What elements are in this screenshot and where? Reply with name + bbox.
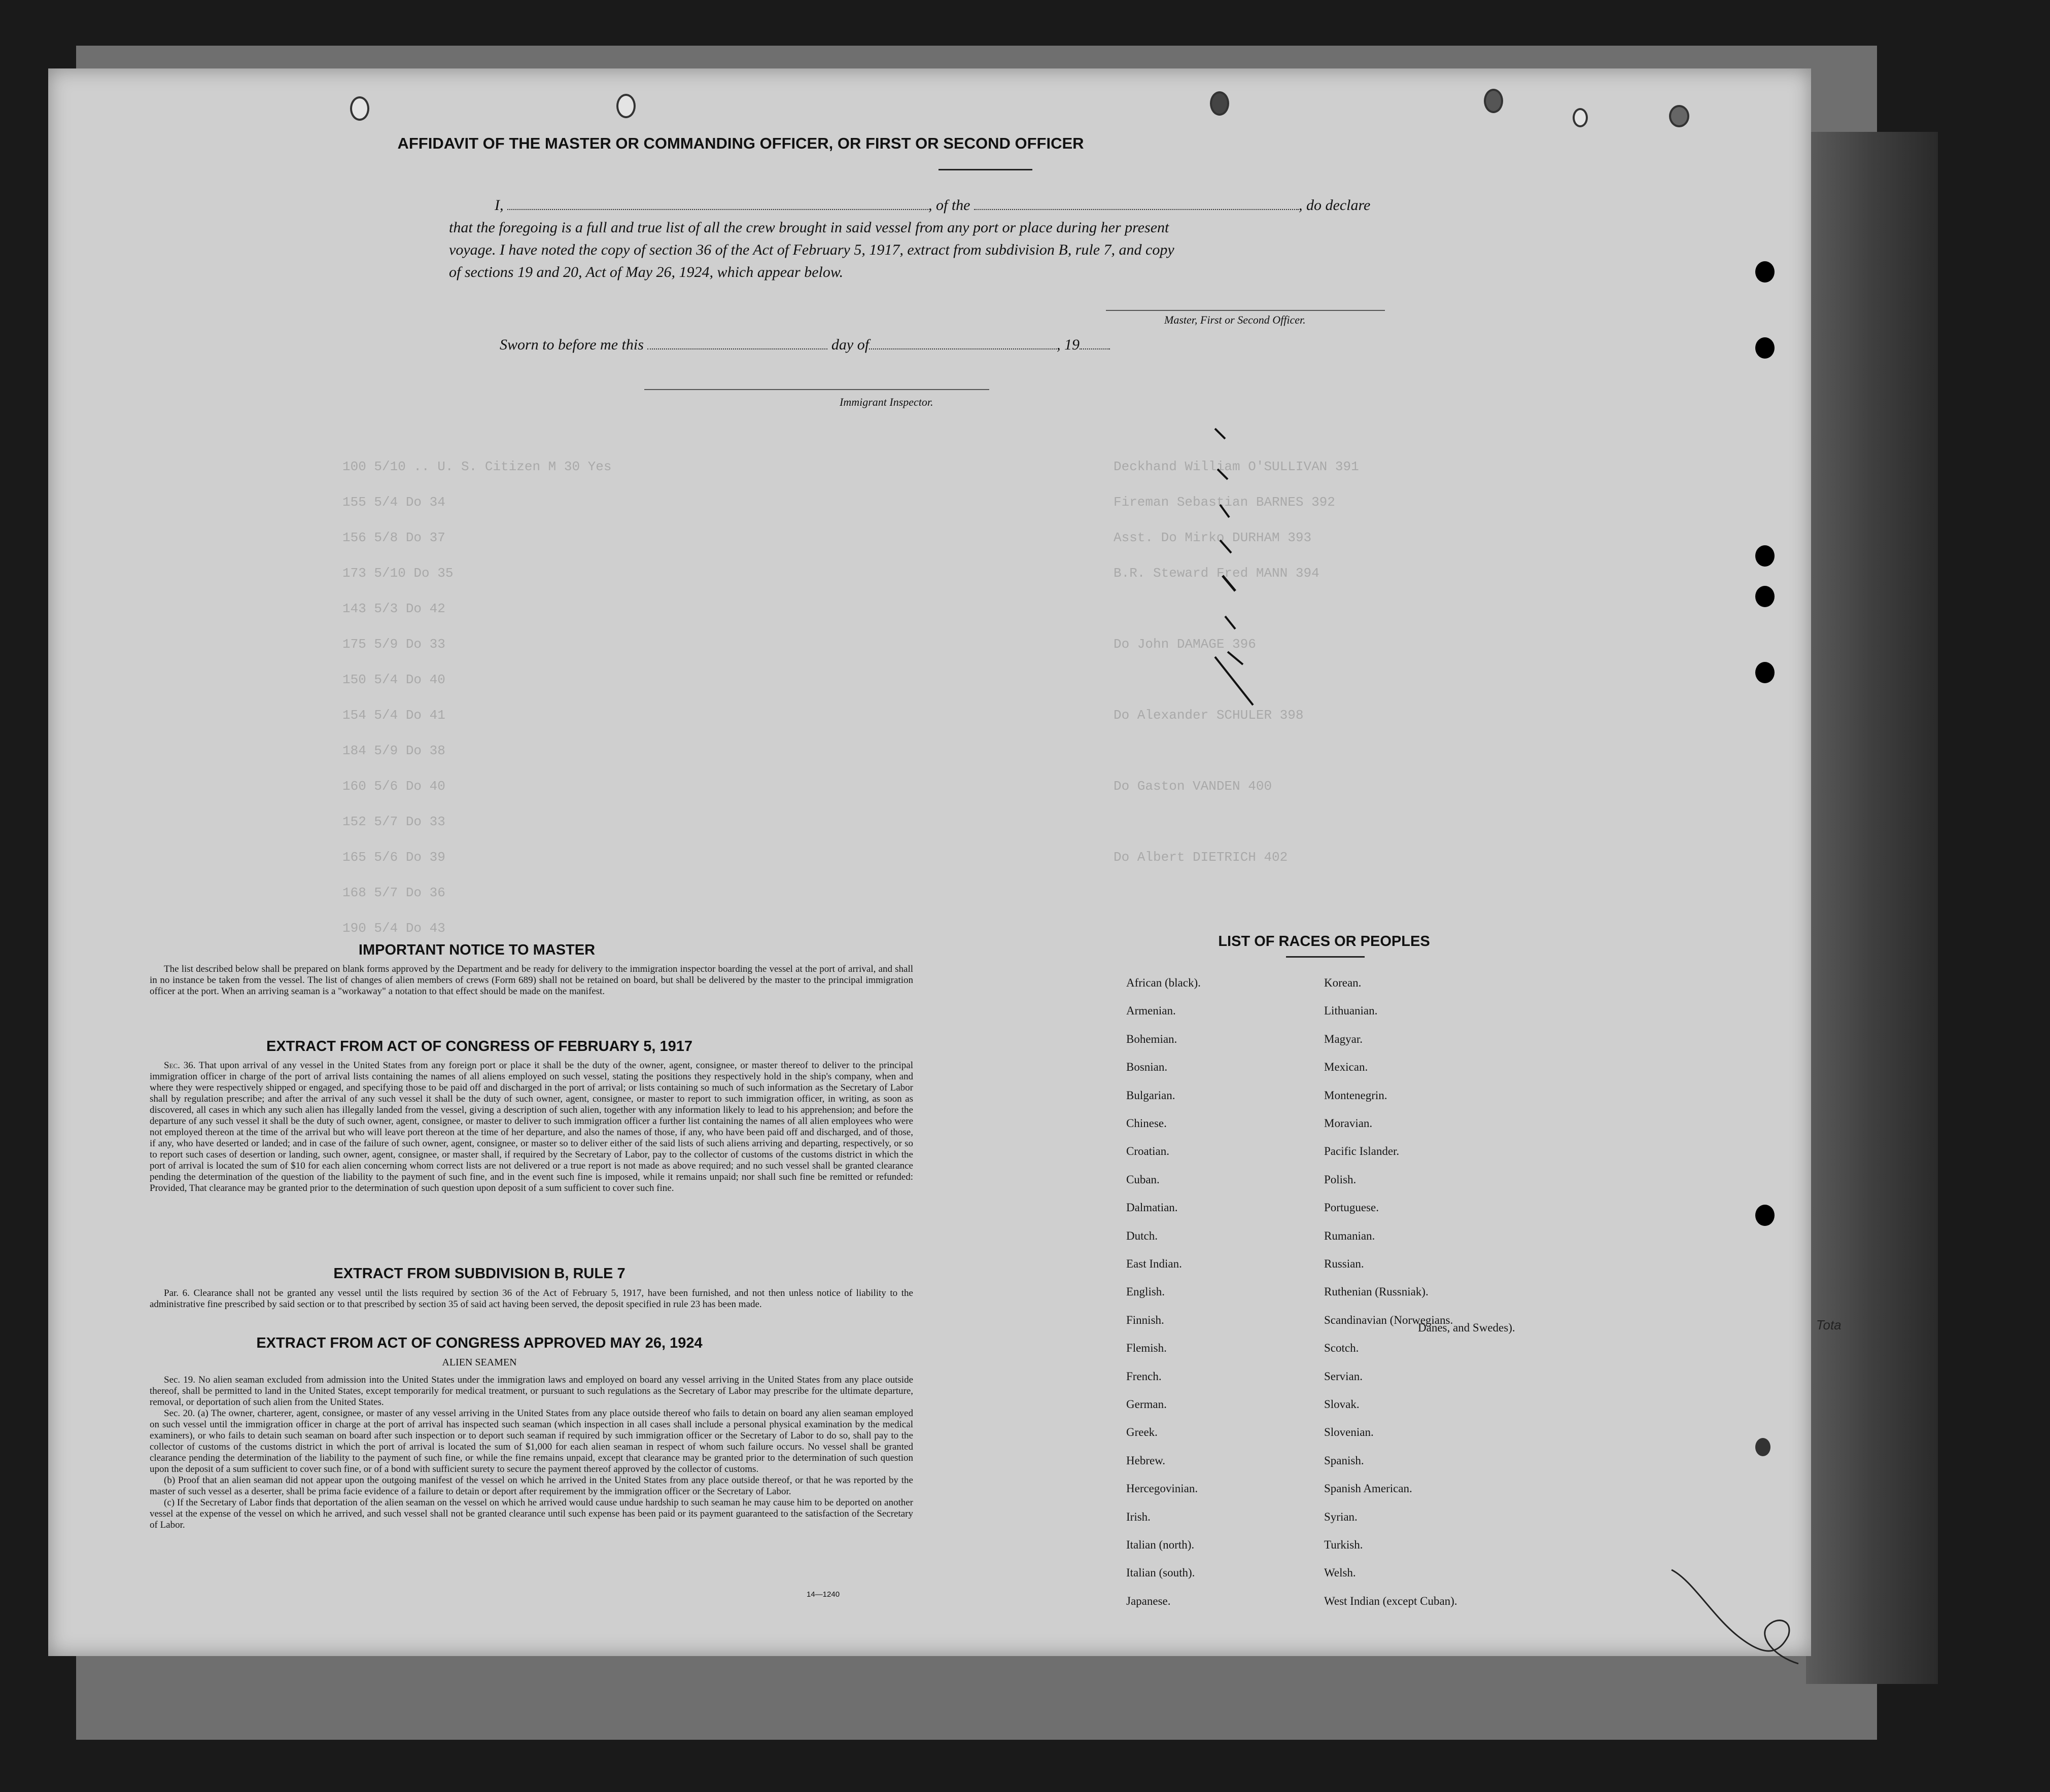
race-item: Scandinavian (Norwegians.	[1324, 1314, 1453, 1326]
race-item: Montenegrin.	[1324, 1089, 1387, 1102]
bleed-through-row: 154 5/4 Do 41	[342, 708, 445, 723]
affidavit-line-1	[495, 197, 1370, 214]
bleed-through-row: 143 5/3 Do 42	[342, 601, 445, 616]
bleed-through-row: 160 5/6 Do 40	[342, 779, 445, 794]
race-item: Lithuanian.	[1324, 1004, 1378, 1017]
race-item: Pacific Islander.	[1324, 1145, 1400, 1157]
punch-hole	[1755, 337, 1775, 359]
sworn-month-blank	[869, 338, 1057, 349]
affidavit-line-4: of sections 19 and 20, Act of May 26, 1924, which appear below.	[449, 264, 844, 280]
race-item: Hebrew.	[1126, 1454, 1166, 1467]
race-item: Dutch.	[1126, 1229, 1158, 1242]
page-shadow	[1806, 132, 1938, 1684]
extract-1924-text	[150, 1375, 913, 1531]
race-item: Italian (south).	[1126, 1566, 1195, 1579]
race-item: Cuban.	[1126, 1173, 1160, 1186]
race-item: Italian (north).	[1126, 1538, 1195, 1551]
form-number: 14—1240	[807, 1590, 840, 1599]
notice-paragraph: The list described below shall be prepared on blank forms approved by the Department and be ready for delivery to the immigration inspector boarding the vessel at the port of arrival, and shall in no instance be taken from the vessel. The list of changes of alien members of crews (Form 689) shall not be retained on board, but shall be delivered by the master to the principal immigration officer at the port. When an arriving seaman is a "workaway" a notation to that effect should be made on the manifest.	[150, 964, 913, 997]
race-item: Rumanian.	[1324, 1229, 1375, 1242]
race-item: Bosnian.	[1126, 1061, 1168, 1073]
affidavit-line-3: voyage. I have noted the copy of section 36 of the Act of February 5, 1917, extract from subdivision B, rule 7, and copy	[449, 241, 1174, 258]
punch-hole	[1755, 261, 1775, 283]
race-item: Polish.	[1324, 1173, 1357, 1186]
affidavit-line-1-c: , do declare	[1299, 197, 1371, 214]
sworn-line	[500, 336, 1110, 354]
race-item: Russian.	[1324, 1257, 1364, 1270]
race-item: Greek.	[1126, 1426, 1158, 1438]
sworn-a: Sworn to before me this	[500, 336, 644, 353]
name-blank	[507, 199, 928, 210]
race-item: Hercegovinian.	[1126, 1482, 1198, 1495]
rule-7-title: EXTRACT FROM SUBDIVISION B, RULE 7	[333, 1266, 626, 1282]
race-item: Mexican.	[1324, 1061, 1368, 1073]
bleed-through-row: Do Gaston VANDEN 400	[1114, 779, 1272, 794]
race-item: Welsh.	[1324, 1566, 1356, 1579]
notice-text	[150, 964, 913, 997]
race-item: Croatian.	[1126, 1145, 1169, 1157]
race-item: French.	[1126, 1370, 1162, 1383]
bleed-through-row: 155 5/4 Do 34	[342, 495, 445, 510]
bleed-through-row: 173 5/10 Do 35	[342, 566, 454, 581]
sec-20a-paragraph: Sec. 20. (a) The owner, charterer, agent, consignee, or master of any vessel arriving in the United States from any place outside thereof who fails to detain on board any alien seaman employed on such vessel until the immigration officer in charge at the port of arrival has inspected such seaman (which inspection in all cases shall include a personal physical examination by the medical examiners), or who fails to detain such seaman on board after such inspection or to deport such seaman if required by such immigration officer or the Secretary of Labor to do so, shall pay to the collector of customs of the customs district in which the port of arrival is located the sum of $1,000 for each alien seaman in respect of whom such failure occurs. No vessel shall be granted clearance pending the determination of the liability to the payment of such fine, or while the fine remains unpaid, except that clearance may be granted prior to the determination of such question upon the deposit of a sum sufficient to cover such fine, or of a bond with sufficient surety to secure the payment thereof approved by the collector of customs.	[150, 1408, 913, 1474]
race-item: Moravian.	[1324, 1117, 1373, 1130]
race-item: Spanish.	[1324, 1454, 1364, 1467]
race-item: English.	[1126, 1285, 1165, 1298]
bleed-through-row: 100 5/10 .. U. S. Citizen M 30 Yes	[342, 459, 612, 474]
title-rule	[939, 169, 1032, 170]
race-item: Chinese.	[1126, 1117, 1167, 1130]
bleed-through-row: Fireman Sebastian BARNES 392	[1114, 495, 1335, 510]
sec-36-text: That upon arrival of any vessel in the United States from any foreign port or place it shall be the duty of the owner, agent, consignee, or master thereof to deliver to the principal immigration officer in charge of the port of arrival lists containing the names of all aliens employed on such vessel, stating the positions they respectively hold in the ship's company, when and where they were respectively shipped or engaged, and specifying those to be paid off and discharged in the port of arrival; or lists containing so much of such information as the Secretary of Labor shall by regulation prescribe; and after the arrival of any such vessel it shall be the duty of such owner, agent, consignee, or master to report to such immigration officer, in writing, as soon as discovered, all cases in which any such alien has illegally landed from the vessel, giving a description of such alien, together with any information likely to lead to his apprehension; and before the departure of any such vessel it shall be the duty of such owner, agent, consignee, or master to deliver to such immigration officer a further list containing the names of all alien employees who were not employed thereon at the time of the arrival but who will leave port thereon at the time of her departure, and also the names of those, if any, who have been paid off and discharged, and of those, if any, who have deserted or landed; and in case of the failure of such owner, agent, consignee, or master so to deliver either of the said lists of such aliens arriving and departing, respectively, or so to report such cases of desertion or landing, such owner, agent, consignee, or master shall, if required by the Secretary of Labor, pay to the collector of customs of the customs district in which the port of arrival is located the sum of $10 for each alien concerning whom correct lists are not delivered or a true report is not made as above required; and no such vessel shall be granted clearance pending the determination of the question of the liability to the payment of such fine, and in the event such fine is imposed, while it remains unpaid; nor shall such fine be remitted or refunded: Provided, That clearance may be granted prior to the determination of such question upon deposit of a sum sufficient to cover such fine.	[150, 1060, 913, 1193]
bleed-through-row: Asst. Do Mirko DURHAM 393	[1114, 530, 1312, 545]
extract-1924-title: EXTRACT FROM ACT OF CONGRESS APPROVED MAY 26, 1924	[256, 1335, 703, 1351]
handwritten-tick-marks	[1205, 424, 1276, 718]
race-item: Irish.	[1126, 1510, 1151, 1523]
race-item: Flemish.	[1126, 1342, 1167, 1354]
rule-7-text	[150, 1288, 913, 1310]
vessel-blank	[974, 199, 1299, 210]
bleed-through-row: Deckhand William O'SULLIVAN 391	[1114, 459, 1359, 474]
sec-36-label: Sec. 36.	[164, 1060, 196, 1071]
race-item: Japanese.	[1126, 1595, 1171, 1607]
bleed-through-row: Do Alexander SCHULER 398	[1114, 708, 1304, 723]
bleed-through-row: 175 5/9 Do 33	[342, 637, 445, 652]
extract-1917-title: EXTRACT FROM ACT OF CONGRESS OF FEBRUARY 5, 1917	[266, 1038, 693, 1055]
manifest-page	[48, 68, 1841, 1656]
races-title-rule	[1286, 956, 1365, 958]
margin-note: Tota	[1816, 1317, 1841, 1332]
race-item: Scotch.	[1324, 1342, 1359, 1354]
race-item: Slovak.	[1324, 1398, 1360, 1411]
bleed-through-row: 168 5/7 Do 36	[342, 885, 445, 900]
bleed-through-row: 156 5/8 Do 37	[342, 530, 445, 545]
bleed-through-row: 150 5/4 Do 40	[342, 672, 445, 687]
inspector-label: Immigrant Inspector.	[840, 396, 933, 408]
bleed-through-row: 190 5/4 Do 43	[342, 921, 445, 936]
race-scandinavian-continued: Danes, and Swedes).	[1418, 1321, 1515, 1334]
sworn-day-blank	[647, 338, 827, 349]
race-item: Servian.	[1324, 1370, 1363, 1383]
binder-hole	[1484, 89, 1503, 113]
sworn-c: , 19	[1057, 336, 1080, 353]
alien-seamen-subtitle: ALIEN SEAMEN	[442, 1357, 517, 1368]
bleed-through-row: Do John DAMAGE 396	[1114, 637, 1256, 652]
handwritten-scribble	[1661, 1560, 1803, 1666]
bleed-through-row: Do Albert DIETRICH 402	[1114, 850, 1288, 865]
race-item: African (black).	[1126, 976, 1201, 989]
notice-title: IMPORTANT NOTICE TO MASTER	[358, 942, 596, 958]
extract-1917-text	[150, 1060, 913, 1194]
binder-hole	[1669, 105, 1689, 127]
binder-hole	[616, 94, 636, 118]
punch-hole	[1755, 1438, 1770, 1456]
race-item: Turkish.	[1324, 1538, 1363, 1551]
race-item: Dalmatian.	[1126, 1201, 1178, 1214]
race-item: Magyar.	[1324, 1033, 1363, 1045]
race-item: Portuguese.	[1324, 1201, 1379, 1214]
race-item: Finnish.	[1126, 1314, 1164, 1326]
sec-20c-paragraph: (c) If the Secretary of Labor finds that deportation of the alien seaman on the vessel on which he arrived would cause undue hardship to such seaman he may cause him to be deported on another vessel at the expense of the vessel on which he arrived, and such vessel shall not be granted clearance until such expense has been paid or its payment guaranteed to the satisfaction of the Secretary of Labor.	[150, 1497, 913, 1530]
inspector-signature-line	[644, 389, 989, 390]
races-title: LIST OF RACES OR PEOPLES	[1218, 933, 1430, 950]
rule-7-paragraph: Par. 6. Clearance shall not be granted any vessel until the lists required by section 36 of the Act of February 5, 1917, have been furnished, and not then unless notice of liability to the administrative fine prescribed by said section or to that prescribed by section 35 of said act having been served, the deposit specified in rule 23 has been made.	[150, 1288, 913, 1310]
punch-hole	[1755, 662, 1775, 683]
race-item: Slovenian.	[1324, 1426, 1374, 1438]
sec-19-paragraph: Sec. 19. No alien seaman excluded from admission into the United States under the immigration laws and employed on board any vessel arriving in the United States from any place outside thereof, shall be permitted to land in the United States, except temporarily for medical treatment, or pursuant to such regulations as the Secretary of Labor may prescribe for the ultimate departure, removal, or deportation of such alien from the United States.	[150, 1375, 913, 1408]
race-item: Syrian.	[1324, 1510, 1358, 1523]
affidavit-line-2: that the foregoing is a full and true list of all the crew brought in said vessel from any port or place during her present	[449, 219, 1169, 236]
binder-hole	[350, 96, 369, 121]
master-signature-line	[1106, 310, 1385, 311]
bleed-through-row: 165 5/6 Do 39	[342, 850, 445, 865]
race-item: Korean.	[1324, 976, 1362, 989]
sworn-b: day of	[831, 336, 870, 353]
affidavit-line-1-b: , of the	[928, 197, 970, 214]
bleed-through-row: 184 5/9 Do 38	[342, 743, 445, 758]
bleed-through-row: 152 5/7 Do 33	[342, 814, 445, 829]
race-item: Spanish American.	[1324, 1482, 1412, 1495]
master-label: Master, First or Second Officer.	[1164, 313, 1306, 326]
affidavit-line-1-a: I,	[495, 197, 504, 214]
sec-20b-paragraph: (b) Proof that an alien seaman did not appear upon the outgoing manifest of the vessel on which he arrived in the United States from any place outside thereof, or that he was reported by the master of such vessel as a deserter, shall be prima facie evidence of a failure to detain or deport after requirement by the immigration officer or the Secretary of Labor.	[150, 1475, 913, 1497]
race-item: Ruthenian (Russniak).	[1324, 1285, 1429, 1298]
race-item: West Indian (except Cuban).	[1324, 1595, 1457, 1607]
race-item: Bulgarian.	[1126, 1089, 1175, 1102]
race-item: Bohemian.	[1126, 1033, 1177, 1045]
punch-hole	[1755, 1205, 1775, 1226]
punch-hole	[1755, 545, 1775, 567]
affidavit-title: AFFIDAVIT OF THE MASTER OR COMMANDING OFFICER, OR FIRST OR SECOND OFFICER	[397, 134, 1084, 152]
sworn-year-blank	[1080, 338, 1110, 349]
binder-hole	[1573, 108, 1588, 127]
punch-hole	[1755, 586, 1775, 607]
bleed-through-row: B.R. Steward Fred MANN 394	[1114, 566, 1319, 581]
race-item: East Indian.	[1126, 1257, 1182, 1270]
binder-hole	[1210, 91, 1229, 116]
race-item: German.	[1126, 1398, 1167, 1411]
race-item: Armenian.	[1126, 1004, 1176, 1017]
